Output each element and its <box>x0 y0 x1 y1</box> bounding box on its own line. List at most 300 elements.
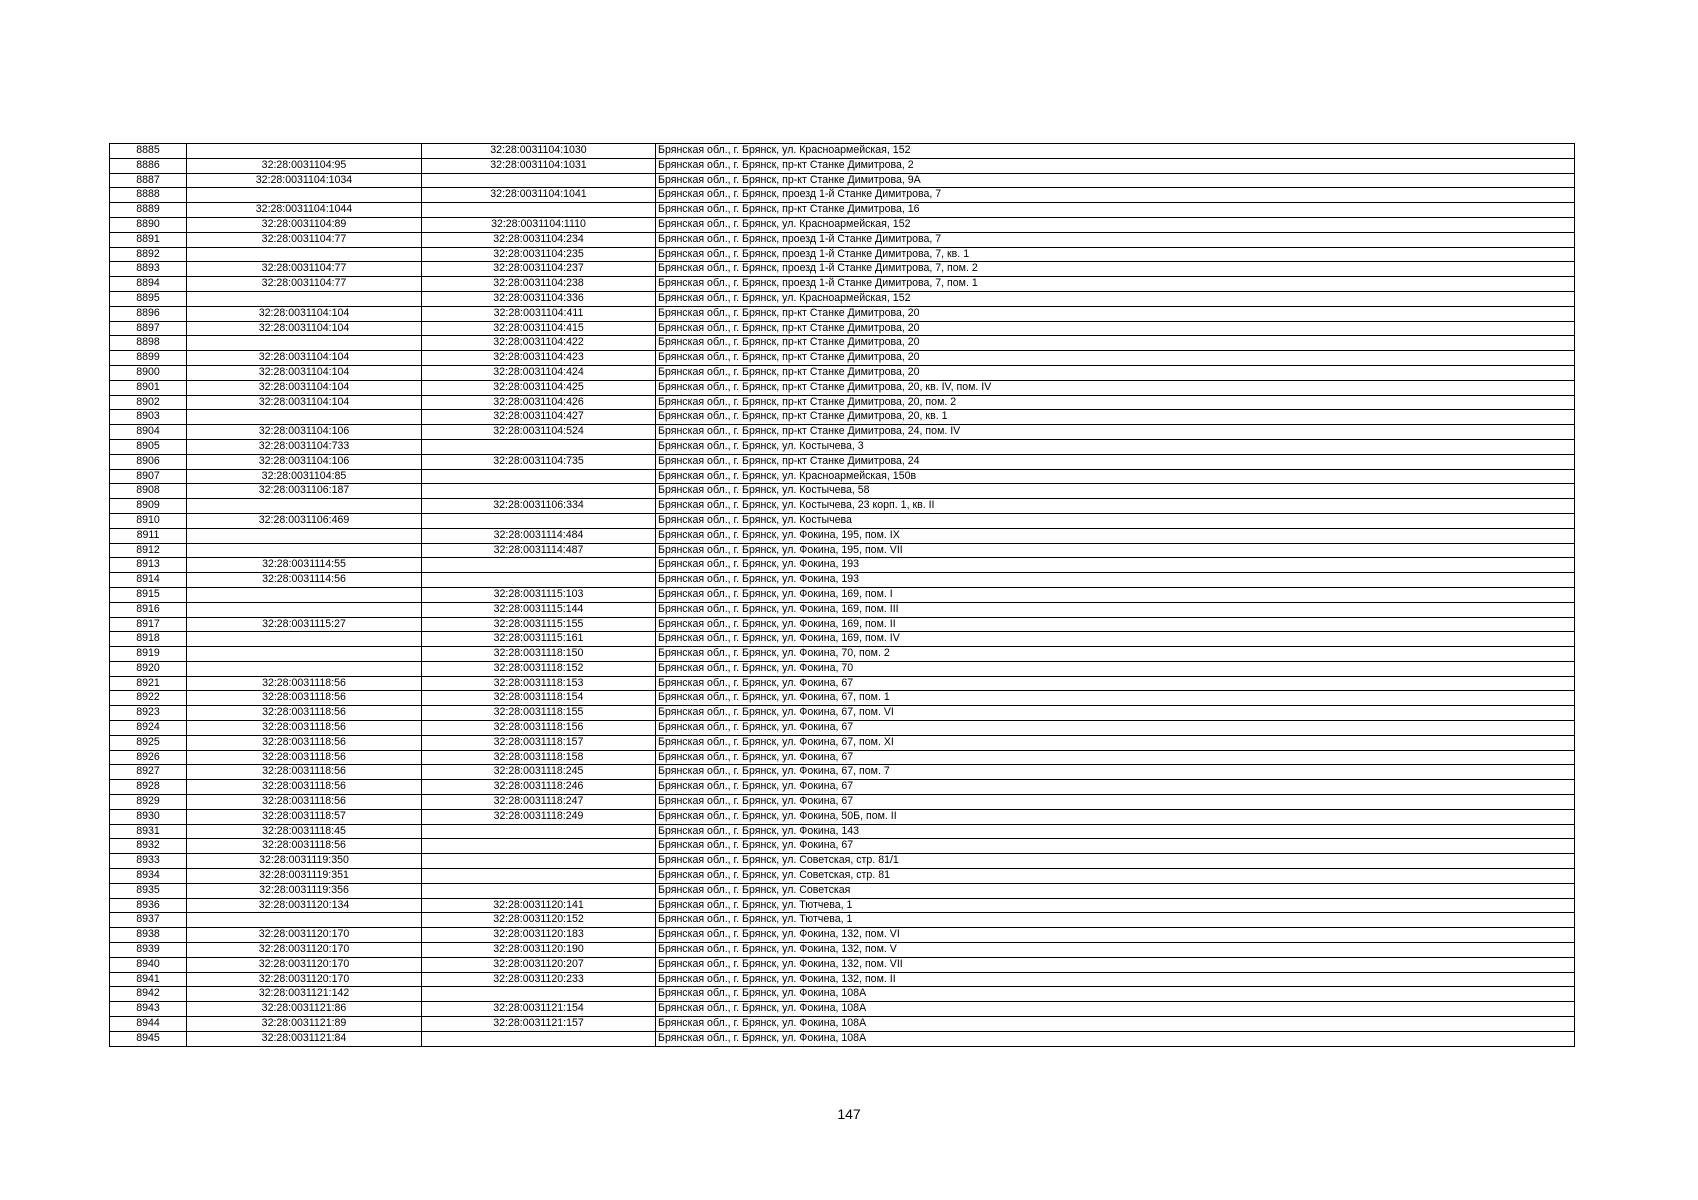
table-row <box>110 869 1575 884</box>
parent-cadastral-number-cell: 32:28:0031104:104 <box>187 321 422 336</box>
cadastral-number-cell: 32:28:0031104:415 <box>422 321 656 336</box>
address-cell: Брянская обл., г. Брянск, ул. Костычева <box>656 513 1575 528</box>
table-row <box>110 587 1575 602</box>
address-cell: Брянская обл., г. Брянск, пр-кт Станке Димитрова, 16 <box>656 203 1575 218</box>
cadastral-number-cell: 32:28:0031118:156 <box>422 721 656 736</box>
cadastral-number-cell: 32:28:0031118:153 <box>422 676 656 691</box>
table-row <box>110 676 1575 691</box>
row-number-cell: 8906 <box>110 454 187 469</box>
table-row <box>110 883 1575 898</box>
row-number-cell: 8910 <box>110 513 187 528</box>
address-cell: Брянская обл., г. Брянск, ул. Костычева, 3 <box>656 439 1575 454</box>
cadastral-number-cell <box>422 173 656 188</box>
parent-cadastral-number-cell <box>187 632 422 647</box>
table-row <box>110 957 1575 972</box>
table-row <box>110 780 1575 795</box>
parent-cadastral-number-cell <box>187 247 422 262</box>
parent-cadastral-number-cell: 32:28:0031118:56 <box>187 765 422 780</box>
parent-cadastral-number-cell <box>187 188 422 203</box>
row-number-cell: 8917 <box>110 617 187 632</box>
table-row <box>110 513 1575 528</box>
row-number-cell: 8928 <box>110 780 187 795</box>
cadastral-number-cell: 32:28:0031115:144 <box>422 602 656 617</box>
parent-cadastral-number-cell: 32:28:0031121:89 <box>187 1017 422 1032</box>
cadastral-number-cell: 32:28:0031120:152 <box>422 913 656 928</box>
table-row <box>110 380 1575 395</box>
cadastral-number-cell: 32:28:0031106:334 <box>422 499 656 514</box>
parent-cadastral-number-cell: 32:28:0031104:104 <box>187 351 422 366</box>
cadastral-number-cell <box>422 824 656 839</box>
cadastral-number-cell: 32:28:0031118:247 <box>422 795 656 810</box>
cadastral-number-cell: 32:28:0031118:246 <box>422 780 656 795</box>
parent-cadastral-number-cell: 32:28:0031119:350 <box>187 854 422 869</box>
table-row <box>110 144 1575 159</box>
row-number-cell: 8896 <box>110 306 187 321</box>
parent-cadastral-number-cell: 32:28:0031104:733 <box>187 439 422 454</box>
parent-cadastral-number-cell <box>187 661 422 676</box>
address-cell: Брянская обл., г. Брянск, ул. Фокина, 67 <box>656 780 1575 795</box>
cadastral-number-cell: 32:28:0031104:237 <box>422 262 656 277</box>
cadastral-number-cell: 32:28:0031104:422 <box>422 336 656 351</box>
parent-cadastral-number-cell: 32:28:0031119:356 <box>187 883 422 898</box>
cadastral-number-cell <box>422 869 656 884</box>
row-number-cell: 8909 <box>110 499 187 514</box>
row-number-cell: 8924 <box>110 721 187 736</box>
row-number-cell: 8937 <box>110 913 187 928</box>
address-cell: Брянская обл., г. Брянск, ул. Фокина, 67 <box>656 676 1575 691</box>
address-cell: Брянская обл., г. Брянск, пр-кт Станке Димитрова, 20 <box>656 365 1575 380</box>
address-cell: Брянская обл., г. Брянск, ул. Костычева, 58 <box>656 484 1575 499</box>
address-cell: Брянская обл., г. Брянск, ул. Фокина, 108А <box>656 1017 1575 1032</box>
cadastral-number-cell: 32:28:0031104:427 <box>422 410 656 425</box>
address-cell: Брянская обл., г. Брянск, пр-кт Станке Димитрова, 9А <box>656 173 1575 188</box>
cadastral-number-cell: 32:28:0031114:484 <box>422 528 656 543</box>
address-cell: Брянская обл., г. Брянск, ул. Фокина, 132, пом. VII <box>656 957 1575 972</box>
row-number-cell: 8898 <box>110 336 187 351</box>
table-row <box>110 158 1575 173</box>
parent-cadastral-number-cell: 32:28:0031118:56 <box>187 706 422 721</box>
address-cell: Брянская обл., г. Брянск, проезд 1-й Станке Димитрова, 7, пом. 1 <box>656 277 1575 292</box>
cadastral-number-cell: 32:28:0031118:150 <box>422 647 656 662</box>
table-row <box>110 454 1575 469</box>
parent-cadastral-number-cell: 32:28:0031106:187 <box>187 484 422 499</box>
row-number-cell: 8938 <box>110 928 187 943</box>
table-row <box>110 632 1575 647</box>
address-cell: Брянская обл., г. Брянск, ул. Красноармейская, 152 <box>656 217 1575 232</box>
table-row <box>110 1017 1575 1032</box>
table-row <box>110 795 1575 810</box>
table-row <box>110 217 1575 232</box>
cadastral-number-cell <box>422 883 656 898</box>
table-row <box>110 839 1575 854</box>
parent-cadastral-number-cell: 32:28:0031118:56 <box>187 839 422 854</box>
cadastral-number-cell: 32:28:0031120:207 <box>422 957 656 972</box>
row-number-cell: 8897 <box>110 321 187 336</box>
address-cell: Брянская обл., г. Брянск, ул. Фокина, 108А <box>656 987 1575 1002</box>
row-number-cell: 8908 <box>110 484 187 499</box>
address-cell: Брянская обл., г. Брянск, ул. Фокина, 132, пом. V <box>656 943 1575 958</box>
row-number-cell: 8934 <box>110 869 187 884</box>
address-cell: Брянская обл., г. Брянск, ул. Фокина, 67 <box>656 750 1575 765</box>
cadastral-number-cell: 32:28:0031118:245 <box>422 765 656 780</box>
row-number-cell: 8893 <box>110 262 187 277</box>
table-row <box>110 898 1575 913</box>
parent-cadastral-number-cell: 32:28:0031106:469 <box>187 513 422 528</box>
address-cell: Брянская обл., г. Брянск, ул. Фокина, 70, пом. 2 <box>656 647 1575 662</box>
parent-cadastral-number-cell <box>187 913 422 928</box>
parent-cadastral-number-cell: 32:28:0031104:85 <box>187 469 422 484</box>
address-cell: Брянская обл., г. Брянск, пр-кт Станке Димитрова, 20, кв. 1 <box>656 410 1575 425</box>
table-row <box>110 499 1575 514</box>
parent-cadastral-number-cell: 32:28:0031114:55 <box>187 558 422 573</box>
table-row <box>110 765 1575 780</box>
table-row <box>110 484 1575 499</box>
address-cell: Брянская обл., г. Брянск, ул. Фокина, 67 <box>656 839 1575 854</box>
address-cell: Брянская обл., г. Брянск, ул. Фокина, 67, пом. XI <box>656 735 1575 750</box>
table-row <box>110 203 1575 218</box>
address-cell: Брянская обл., г. Брянск, ул. Фокина, 132, пом. VI <box>656 928 1575 943</box>
cadastral-number-cell: 32:28:0031104:1110 <box>422 217 656 232</box>
address-cell: Брянская обл., г. Брянск, ул. Фокина, 67, пом. 1 <box>656 691 1575 706</box>
row-number-cell: 8945 <box>110 1031 187 1046</box>
row-number-cell: 8940 <box>110 957 187 972</box>
cadastral-number-cell: 32:28:0031104:1030 <box>422 144 656 159</box>
table-row <box>110 291 1575 306</box>
row-number-cell: 8927 <box>110 765 187 780</box>
row-number-cell: 8912 <box>110 543 187 558</box>
row-number-cell: 8907 <box>110 469 187 484</box>
cadastral-number-cell: 32:28:0031115:155 <box>422 617 656 632</box>
address-cell: Брянская обл., г. Брянск, ул. Фокина, 195, пом. IX <box>656 528 1575 543</box>
parent-cadastral-number-cell: 32:28:0031104:104 <box>187 380 422 395</box>
row-number-cell: 8935 <box>110 883 187 898</box>
parent-cadastral-number-cell: 32:28:0031118:56 <box>187 676 422 691</box>
cadastral-number-cell: 32:28:0031104:735 <box>422 454 656 469</box>
parent-cadastral-number-cell: 32:28:0031118:56 <box>187 735 422 750</box>
cadastral-number-cell: 32:28:0031118:152 <box>422 661 656 676</box>
address-cell: Брянская обл., г. Брянск, ул. Тютчева, 1 <box>656 913 1575 928</box>
cadastral-number-cell: 32:28:0031120:233 <box>422 972 656 987</box>
address-cell: Брянская обл., г. Брянск, ул. Костычева, 23 корп. 1, кв. II <box>656 499 1575 514</box>
table-row <box>110 854 1575 869</box>
row-number-cell: 8904 <box>110 425 187 440</box>
parent-cadastral-number-cell: 32:28:0031118:57 <box>187 809 422 824</box>
parent-cadastral-number-cell: 32:28:0031118:56 <box>187 721 422 736</box>
row-number-cell: 8930 <box>110 809 187 824</box>
row-number-cell: 8885 <box>110 144 187 159</box>
cadastral-number-cell: 32:28:0031104:426 <box>422 395 656 410</box>
table-row <box>110 336 1575 351</box>
cadastral-number-cell: 32:28:0031121:157 <box>422 1017 656 1032</box>
cadastral-number-cell: 32:28:0031104:425 <box>422 380 656 395</box>
table-row <box>110 469 1575 484</box>
cadastral-number-cell: 32:28:0031104:1031 <box>422 158 656 173</box>
cadastral-number-cell: 32:28:0031104:424 <box>422 365 656 380</box>
address-cell: Брянская обл., г. Брянск, ул. Фокина, 193 <box>656 573 1575 588</box>
parent-cadastral-number-cell: 32:28:0031118:56 <box>187 795 422 810</box>
row-number-cell: 8933 <box>110 854 187 869</box>
table-row <box>110 351 1575 366</box>
cadastral-number-cell: 32:28:0031115:161 <box>422 632 656 647</box>
cadastral-register-table <box>109 143 1575 1047</box>
parent-cadastral-number-cell: 32:28:0031104:89 <box>187 217 422 232</box>
row-number-cell: 8886 <box>110 158 187 173</box>
cadastral-number-cell: 32:28:0031114:487 <box>422 543 656 558</box>
row-number-cell: 8888 <box>110 188 187 203</box>
address-cell: Брянская обл., г. Брянск, ул. Красноармейская, 150в <box>656 469 1575 484</box>
table-row <box>110 262 1575 277</box>
address-cell: Брянская обл., г. Брянск, пр-кт Станке Димитрова, 20, пом. 2 <box>656 395 1575 410</box>
address-cell: Брянская обл., г. Брянск, пр-кт Станке Димитрова, 20, кв. IV, пом. IV <box>656 380 1575 395</box>
row-number-cell: 8936 <box>110 898 187 913</box>
row-number-cell: 8926 <box>110 750 187 765</box>
parent-cadastral-number-cell: 32:28:0031120:170 <box>187 957 422 972</box>
address-cell: Брянская обл., г. Брянск, пр-кт Станке Димитрова, 2 <box>656 158 1575 173</box>
cadastral-number-cell: 32:28:0031104:1041 <box>422 188 656 203</box>
parent-cadastral-number-cell: 32:28:0031118:56 <box>187 691 422 706</box>
address-cell: Брянская обл., г. Брянск, ул. Фокина, 169, пом. I <box>656 587 1575 602</box>
address-cell: Брянская обл., г. Брянск, ул. Фокина, 70 <box>656 661 1575 676</box>
cadastral-number-cell: 32:28:0031118:154 <box>422 691 656 706</box>
address-cell: Брянская обл., г. Брянск, ул. Тютчева, 1 <box>656 898 1575 913</box>
address-cell: Брянская обл., г. Брянск, ул. Красноармейская, 152 <box>656 144 1575 159</box>
row-number-cell: 8911 <box>110 528 187 543</box>
cadastral-number-cell: 32:28:0031118:155 <box>422 706 656 721</box>
parent-cadastral-number-cell: 32:28:0031104:106 <box>187 454 422 469</box>
parent-cadastral-number-cell: 32:28:0031104:106 <box>187 425 422 440</box>
parent-cadastral-number-cell: 32:28:0031121:86 <box>187 1002 422 1017</box>
cadastral-number-cell: 32:28:0031104:524 <box>422 425 656 440</box>
parent-cadastral-number-cell: 32:28:0031121:84 <box>187 1031 422 1046</box>
address-cell: Брянская обл., г. Брянск, пр-кт Станке Димитрова, 20 <box>656 321 1575 336</box>
table-row <box>110 425 1575 440</box>
row-number-cell: 8916 <box>110 602 187 617</box>
cadastral-number-cell: 32:28:0031104:336 <box>422 291 656 306</box>
address-cell: Брянская обл., г. Брянск, пр-кт Станке Димитрова, 20 <box>656 306 1575 321</box>
parent-cadastral-number-cell: 32:28:0031118:45 <box>187 824 422 839</box>
address-cell: Брянская обл., г. Брянск, ул. Фокина, 67 <box>656 721 1575 736</box>
parent-cadastral-number-cell <box>187 647 422 662</box>
address-cell: Брянская обл., г. Брянск, проезд 1-й Станке Димитрова, 7 <box>656 232 1575 247</box>
parent-cadastral-number-cell: 32:28:0031104:104 <box>187 306 422 321</box>
parent-cadastral-number-cell: 32:28:0031104:1034 <box>187 173 422 188</box>
row-number-cell: 8919 <box>110 647 187 662</box>
cadastral-number-cell <box>422 513 656 528</box>
row-number-cell: 8902 <box>110 395 187 410</box>
cadastral-number-cell: 32:28:0031118:157 <box>422 735 656 750</box>
row-number-cell: 8942 <box>110 987 187 1002</box>
table-row <box>110 706 1575 721</box>
table-row <box>110 321 1575 336</box>
row-number-cell: 8941 <box>110 972 187 987</box>
cadastral-number-cell: 32:28:0031104:238 <box>422 277 656 292</box>
table-row <box>110 617 1575 632</box>
row-number-cell: 8905 <box>110 439 187 454</box>
cadastral-number-cell <box>422 839 656 854</box>
parent-cadastral-number-cell: 32:28:0031118:56 <box>187 750 422 765</box>
cadastral-number-cell: 32:28:0031121:154 <box>422 1002 656 1017</box>
row-number-cell: 8894 <box>110 277 187 292</box>
row-number-cell: 8925 <box>110 735 187 750</box>
cadastral-number-cell <box>422 439 656 454</box>
address-cell: Брянская обл., г. Брянск, проезд 1-й Станке Димитрова, 7, пом. 2 <box>656 262 1575 277</box>
cadastral-number-cell: 32:28:0031104:411 <box>422 306 656 321</box>
table-row <box>110 750 1575 765</box>
parent-cadastral-number-cell: 32:28:0031120:170 <box>187 972 422 987</box>
parent-cadastral-number-cell <box>187 336 422 351</box>
parent-cadastral-number-cell: 32:28:0031120:134 <box>187 898 422 913</box>
table-row <box>110 439 1575 454</box>
row-number-cell: 8943 <box>110 1002 187 1017</box>
parent-cadastral-number-cell: 32:28:0031104:77 <box>187 277 422 292</box>
row-number-cell: 8929 <box>110 795 187 810</box>
row-number-cell: 8939 <box>110 943 187 958</box>
row-number-cell: 8889 <box>110 203 187 218</box>
row-number-cell: 8931 <box>110 824 187 839</box>
parent-cadastral-number-cell: 32:28:0031104:77 <box>187 262 422 277</box>
table-row <box>110 573 1575 588</box>
parent-cadastral-number-cell <box>187 410 422 425</box>
row-number-cell: 8899 <box>110 351 187 366</box>
cadastral-number-cell <box>422 854 656 869</box>
parent-cadastral-number-cell: 32:28:0031104:95 <box>187 158 422 173</box>
address-cell: Брянская обл., г. Брянск, ул. Фокина, 143 <box>656 824 1575 839</box>
page-number: 147 <box>837 1106 861 1122</box>
table-row <box>110 809 1575 824</box>
address-cell: Брянская обл., г. Брянск, пр-кт Станке Димитрова, 20 <box>656 351 1575 366</box>
table-row <box>110 721 1575 736</box>
address-cell: Брянская обл., г. Брянск, ул. Фокина, 169, пом. II <box>656 617 1575 632</box>
parent-cadastral-number-cell: 32:28:0031104:1044 <box>187 203 422 218</box>
address-cell: Брянская обл., г. Брянск, пр-кт Станке Димитрова, 24 <box>656 454 1575 469</box>
parent-cadastral-number-cell: 32:28:0031104:104 <box>187 395 422 410</box>
address-cell: Брянская обл., г. Брянск, проезд 1-й Станке Димитрова, 7, кв. 1 <box>656 247 1575 262</box>
address-cell: Брянская обл., г. Брянск, ул. Фокина, 169, пом. IV <box>656 632 1575 647</box>
table-row <box>110 232 1575 247</box>
address-cell: Брянская обл., г. Брянск, ул. Фокина, 67, пом. VI <box>656 706 1575 721</box>
row-number-cell: 8887 <box>110 173 187 188</box>
cadastral-number-cell: 32:28:0031120:190 <box>422 943 656 958</box>
table-row <box>110 365 1575 380</box>
cadastral-number-cell <box>422 203 656 218</box>
row-number-cell: 8890 <box>110 217 187 232</box>
row-number-cell: 8920 <box>110 661 187 676</box>
row-number-cell: 8922 <box>110 691 187 706</box>
cadastral-number-cell <box>422 573 656 588</box>
row-number-cell: 8932 <box>110 839 187 854</box>
table-row <box>110 543 1575 558</box>
row-number-cell: 8901 <box>110 380 187 395</box>
table-row <box>110 602 1575 617</box>
table-row <box>110 735 1575 750</box>
parent-cadastral-number-cell <box>187 602 422 617</box>
parent-cadastral-number-cell <box>187 587 422 602</box>
table-row <box>110 1002 1575 1017</box>
address-cell: Брянская обл., г. Брянск, пр-кт Станке Димитрова, 20 <box>656 336 1575 351</box>
parent-cadastral-number-cell: 32:28:0031104:77 <box>187 232 422 247</box>
row-number-cell: 8923 <box>110 706 187 721</box>
table-row <box>110 277 1575 292</box>
table-row <box>110 558 1575 573</box>
address-cell: Брянская обл., г. Брянск, ул. Советская, стр. 81/1 <box>656 854 1575 869</box>
table-row <box>110 661 1575 676</box>
row-number-cell: 8944 <box>110 1017 187 1032</box>
parent-cadastral-number-cell: 32:28:0031120:170 <box>187 928 422 943</box>
parent-cadastral-number-cell <box>187 543 422 558</box>
parent-cadastral-number-cell: 32:28:0031118:56 <box>187 780 422 795</box>
cadastral-number-cell <box>422 987 656 1002</box>
address-cell: Брянская обл., г. Брянск, ул. Советская, стр. 81 <box>656 869 1575 884</box>
row-number-cell: 8913 <box>110 558 187 573</box>
cadastral-number-cell <box>422 1031 656 1046</box>
row-number-cell: 8891 <box>110 232 187 247</box>
row-number-cell: 8892 <box>110 247 187 262</box>
parent-cadastral-number-cell: 32:28:0031120:170 <box>187 943 422 958</box>
table-row <box>110 1031 1575 1046</box>
parent-cadastral-number-cell <box>187 499 422 514</box>
address-cell: Брянская обл., г. Брянск, ул. Фокина, 50Б, пом. II <box>656 809 1575 824</box>
address-cell: Брянская обл., г. Брянск, ул. Фокина, 193 <box>656 558 1575 573</box>
parent-cadastral-number-cell <box>187 144 422 159</box>
cadastral-number-cell: 32:28:0031115:103 <box>422 587 656 602</box>
table-row <box>110 395 1575 410</box>
table-row <box>110 824 1575 839</box>
address-cell: Брянская обл., г. Брянск, ул. Фокина, 195, пом. VII <box>656 543 1575 558</box>
parent-cadastral-number-cell: 32:28:0031114:56 <box>187 573 422 588</box>
address-cell: Брянская обл., г. Брянск, пр-кт Станке Димитрова, 24, пом. IV <box>656 425 1575 440</box>
row-number-cell: 8918 <box>110 632 187 647</box>
cadastral-number-cell: 32:28:0031118:158 <box>422 750 656 765</box>
cadastral-number-cell <box>422 469 656 484</box>
table-body <box>110 144 1575 1047</box>
address-cell: Брянская обл., г. Брянск, ул. Фокина, 108А <box>656 1031 1575 1046</box>
cadastral-number-cell: 32:28:0031118:249 <box>422 809 656 824</box>
address-cell: Брянская обл., г. Брянск, ул. Красноармейская, 152 <box>656 291 1575 306</box>
address-cell: Брянская обл., г. Брянск, ул. Фокина, 67 <box>656 795 1575 810</box>
address-cell: Брянская обл., г. Брянск, ул. Советская <box>656 883 1575 898</box>
address-cell: Брянская обл., г. Брянск, проезд 1-й Станке Димитрова, 7 <box>656 188 1575 203</box>
table-row <box>110 188 1575 203</box>
parent-cadastral-number-cell: 32:28:0031104:104 <box>187 365 422 380</box>
parent-cadastral-number-cell: 32:28:0031119:351 <box>187 869 422 884</box>
table-row <box>110 410 1575 425</box>
parent-cadastral-number-cell: 32:28:0031115:27 <box>187 617 422 632</box>
cadastral-number-cell: 32:28:0031104:235 <box>422 247 656 262</box>
row-number-cell: 8915 <box>110 587 187 602</box>
parent-cadastral-number-cell: 32:28:0031121:142 <box>187 987 422 1002</box>
table-row <box>110 943 1575 958</box>
row-number-cell: 8914 <box>110 573 187 588</box>
table-row <box>110 647 1575 662</box>
cadastral-number-cell: 32:28:0031104:423 <box>422 351 656 366</box>
table-row <box>110 972 1575 987</box>
address-cell: Брянская обл., г. Брянск, ул. Фокина, 108А <box>656 1002 1575 1017</box>
row-number-cell: 8903 <box>110 410 187 425</box>
table-row <box>110 173 1575 188</box>
address-cell: Брянская обл., г. Брянск, ул. Фокина, 169, пом. III <box>656 602 1575 617</box>
cadastral-number-cell <box>422 484 656 499</box>
table-row <box>110 928 1575 943</box>
parent-cadastral-number-cell <box>187 291 422 306</box>
table-row <box>110 306 1575 321</box>
cadastral-number-cell <box>422 558 656 573</box>
cadastral-number-cell: 32:28:0031120:141 <box>422 898 656 913</box>
row-number-cell: 8921 <box>110 676 187 691</box>
table-row <box>110 691 1575 706</box>
row-number-cell: 8895 <box>110 291 187 306</box>
table-row <box>110 913 1575 928</box>
cadastral-number-cell: 32:28:0031104:234 <box>422 232 656 247</box>
